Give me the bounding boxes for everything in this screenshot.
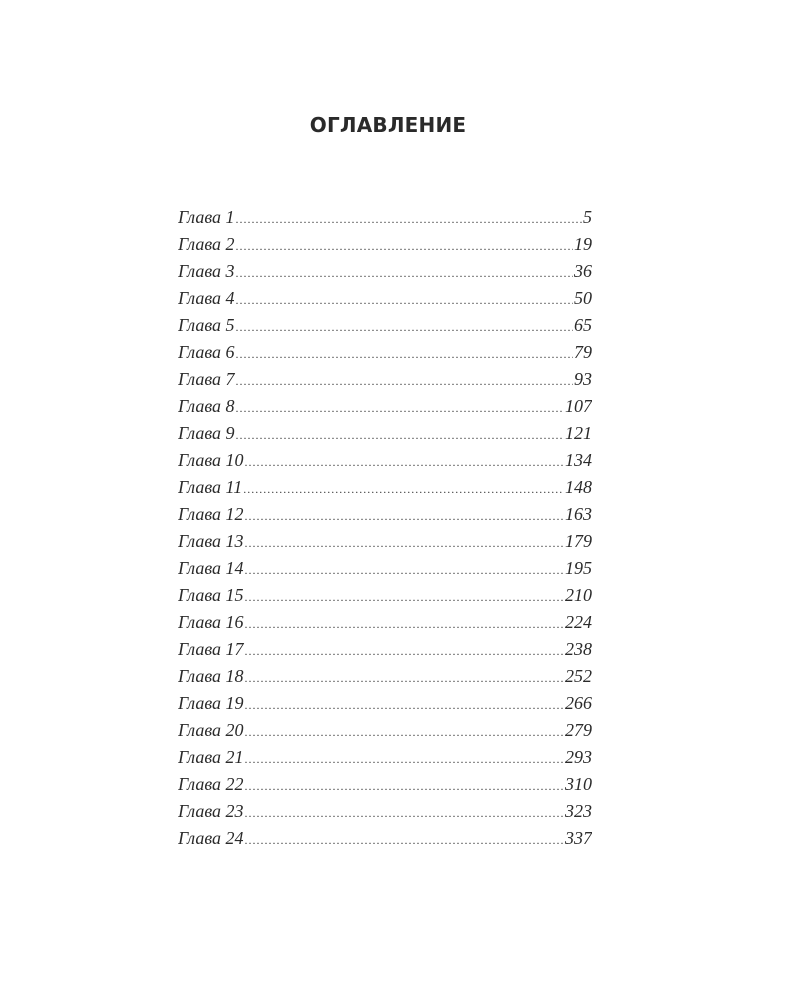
toc-entry-page-number: 310 xyxy=(565,774,592,794)
toc-entry-page-number: 5 xyxy=(583,207,592,227)
dot-leader xyxy=(245,503,564,528)
toc-entry xyxy=(178,312,592,339)
toc-entry-label: Глава 24 xyxy=(178,828,244,848)
toc-entry-page-number: 252 xyxy=(565,666,592,686)
toc-entry-page-number: 148 xyxy=(565,477,592,497)
toc-entry-label: Глава 13 xyxy=(178,531,244,551)
toc-entry-label: Глава 7 xyxy=(178,369,235,389)
dot-leader xyxy=(245,827,564,852)
dot-leader xyxy=(245,773,564,798)
dot-leader xyxy=(245,557,564,582)
toc-entry xyxy=(178,258,592,285)
dot-leader xyxy=(236,368,573,393)
toc-entry-page-number: 19 xyxy=(574,234,592,254)
toc-entry xyxy=(178,582,592,609)
toc-entry xyxy=(178,447,592,474)
dot-leader xyxy=(236,206,582,231)
toc-entry-label: Глава 3 xyxy=(178,261,235,281)
dot-leader xyxy=(236,233,573,258)
toc-entry-label: Глава 15 xyxy=(178,585,244,605)
toc-entry-page-number: 79 xyxy=(574,342,592,362)
dot-leader xyxy=(236,395,564,420)
toc-entry-label: Глава 11 xyxy=(178,477,243,497)
toc-entry-page-number: 93 xyxy=(574,369,592,389)
dot-leader xyxy=(245,746,564,771)
toc-entry xyxy=(178,663,592,690)
toc-entry-label: Глава 21 xyxy=(178,747,244,767)
dot-leader xyxy=(245,449,564,474)
dot-leader xyxy=(245,611,564,636)
toc-entry-page-number: 179 xyxy=(565,531,592,551)
toc-entry-label: Глава 8 xyxy=(178,396,235,416)
page-title: ОГЛАВЛЕНИЕ xyxy=(309,113,467,137)
dot-leader xyxy=(236,422,564,447)
toc-entry-label: Глава 18 xyxy=(178,666,244,686)
toc-entry-page-number: 279 xyxy=(565,720,592,740)
toc-entry-page-number: 121 xyxy=(565,423,592,443)
toc-entry xyxy=(178,501,592,528)
toc-entry-label: Глава 6 xyxy=(178,342,235,362)
toc-entry-page-number: 195 xyxy=(565,558,592,578)
toc-entry-label: Глава 5 xyxy=(178,315,235,335)
toc-entry-page-number: 65 xyxy=(574,315,592,335)
toc-entry-label: Глава 17 xyxy=(178,639,244,659)
dot-leader xyxy=(245,530,564,555)
toc-entry xyxy=(178,690,592,717)
toc-entry xyxy=(178,420,592,447)
toc-entry xyxy=(178,474,592,501)
toc-entry-label: Глава 1 xyxy=(178,207,235,227)
dot-leader xyxy=(236,287,573,312)
table-of-contents xyxy=(178,204,592,852)
toc-entry-label: Глава 20 xyxy=(178,720,244,740)
dot-leader xyxy=(236,341,573,366)
toc-entry-label: Глава 19 xyxy=(178,693,244,713)
toc-entry-label: Глава 16 xyxy=(178,612,244,632)
dot-leader xyxy=(236,260,573,285)
toc-entry-page-number: 36 xyxy=(574,261,592,281)
toc-entry xyxy=(178,231,592,258)
toc-entry-page-number: 50 xyxy=(574,288,592,308)
dot-leader xyxy=(245,638,564,663)
toc-entry xyxy=(178,339,592,366)
dot-leader xyxy=(245,692,564,717)
toc-entry-page-number: 224 xyxy=(565,612,592,632)
toc-entry xyxy=(178,825,592,852)
dot-leader xyxy=(245,800,564,825)
dot-leader xyxy=(245,584,564,609)
toc-entry xyxy=(178,636,592,663)
toc-entry-page-number: 238 xyxy=(565,639,592,659)
toc-entry-page-number: 210 xyxy=(565,585,592,605)
dot-leader xyxy=(245,719,564,744)
toc-entry-page-number: 337 xyxy=(565,828,592,848)
toc-entry-label: Глава 23 xyxy=(178,801,244,821)
toc-entry xyxy=(178,393,592,420)
dot-leader xyxy=(243,476,564,501)
toc-entry-page-number: 134 xyxy=(565,450,592,470)
dot-leader xyxy=(245,665,564,690)
toc-entry xyxy=(178,285,592,312)
dot-leader xyxy=(236,314,573,339)
toc-entry xyxy=(178,771,592,798)
toc-entry xyxy=(178,555,592,582)
toc-entry-page-number: 107 xyxy=(565,396,592,416)
toc-entry xyxy=(178,798,592,825)
toc-entry xyxy=(178,366,592,393)
toc-entry-label: Глава 2 xyxy=(178,234,235,254)
toc-entry-label: Глава 4 xyxy=(178,288,235,308)
toc-entry-label: Глава 14 xyxy=(178,558,244,578)
toc-entry xyxy=(178,204,592,231)
toc-entry xyxy=(178,717,592,744)
toc-entry-label: Глава 12 xyxy=(178,504,244,524)
toc-entry-label: Глава 22 xyxy=(178,774,244,794)
toc-entry xyxy=(178,528,592,555)
toc-entry-page-number: 266 xyxy=(565,693,592,713)
toc-entry xyxy=(178,744,592,771)
toc-entry-page-number: 293 xyxy=(565,747,592,767)
toc-entry xyxy=(178,609,592,636)
toc-entry-label: Глава 10 xyxy=(178,450,244,470)
toc-entry-page-number: 323 xyxy=(565,801,592,821)
toc-entry-label: Глава 9 xyxy=(178,423,235,443)
toc-entry-page-number: 163 xyxy=(565,504,592,524)
